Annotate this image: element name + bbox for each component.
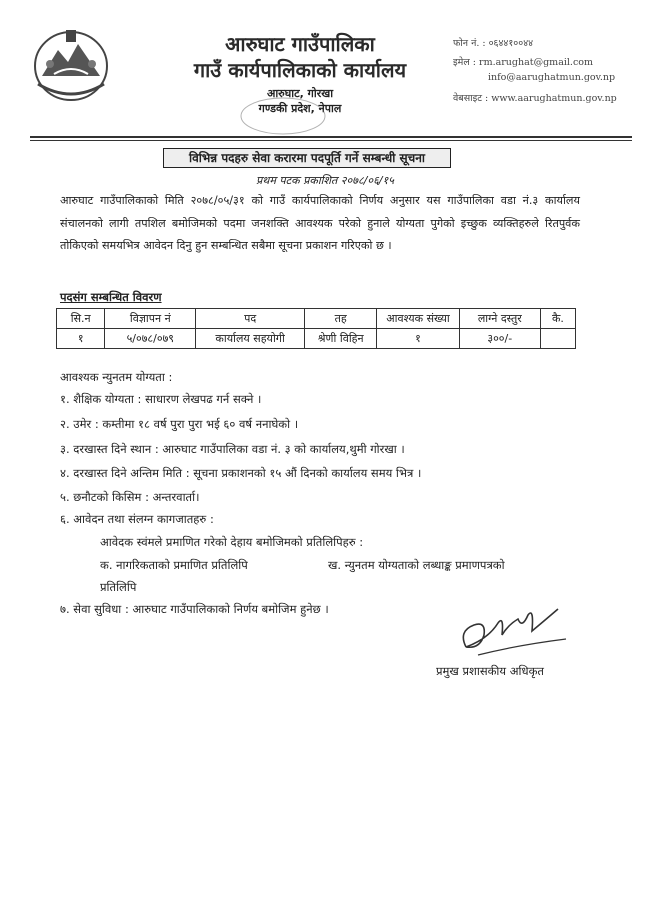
table-cell: ५/०७८/०७९	[105, 329, 196, 349]
documents-intro: आवेदक स्वंमले प्रमाणित गरेको देहाय बमोजिमको प्रतिलिपिहरु :	[100, 535, 364, 549]
email-secondary-text: info@aarughatmun.gov.np	[488, 72, 616, 83]
qualification-item: ४. दरखास्त दिने अन्तिम मिति : सूचना प्रकाशनको १५ औं दिनको कार्यालय समय भित्र ।	[60, 466, 422, 480]
phone-text: फोन नं. : ०६४४१००४४	[453, 38, 534, 49]
document-item-a: क. नागरिकताको प्रमाणित प्रतिलिपि	[100, 558, 248, 572]
website-text: वेबसाइट : www.aarughatmun.gov.np	[453, 93, 617, 104]
document-item-b-continued: प्रतिलिपि	[100, 580, 137, 594]
email-text: इमेल : rm.arughat@gmail.com	[453, 57, 593, 68]
table-cell: कार्यालय सहयोगी	[196, 329, 305, 349]
qualification-item: ३. दरखास्त दिने स्थान : आरुघाट गाउँपालिका वडा नं. ३ को कार्यालय,थुमी गोरखा ।	[60, 442, 405, 456]
qualification-item: ६. आवेदन तथा संलग्न कागजातहरु :	[60, 512, 214, 526]
first-published-date: प्रथम पटक प्रकाशित २०७८/०६/१५	[256, 174, 394, 187]
table-header-row	[57, 309, 576, 329]
table-cell: ३००/-	[459, 329, 540, 349]
posts-section-heading: पदसंग सम्बन्धित विवरण	[60, 290, 162, 304]
address-line1: आरुघाट, गोरखा	[266, 87, 334, 100]
office-stamp-icon	[238, 96, 328, 136]
column-header: सि.न	[57, 309, 105, 329]
header-divider-thin	[30, 140, 632, 141]
nepal-emblem-icon	[30, 24, 112, 104]
column-header: आवश्यक संख्या	[377, 309, 459, 329]
document-item-b: ख. न्युनतम योग्यताको लब्धाङ्क प्रमाणपत्रको	[328, 558, 505, 572]
table-cell: श्रेणी विहिन	[305, 329, 377, 349]
table-row	[57, 329, 576, 349]
qualification-item: २. उमेर : कम्तीमा १८ वर्ष पुरा पुरा भई ६० वर्ष ननाघेको ।	[60, 417, 299, 431]
address-line2: गण्डकी प्रदेश, नेपाल	[258, 102, 342, 115]
qualification-item: १. शैक्षिक योग्यता : साधारण लेखपढ गर्न सक्ने ।	[60, 392, 262, 406]
qualification-item: ५. छनौटको किसिम : अन्तरवार्ता।	[60, 490, 200, 504]
qualification-title: आवश्यक न्युनतम योग्यता :	[60, 370, 173, 384]
header-divider	[30, 136, 632, 138]
posts-table	[56, 308, 576, 349]
service-benefit-item: ७. सेवा सुविधा : आरुघाट गाउँपालिकाको निर्णय बमोजिम हुनेछ ।	[60, 602, 329, 616]
table-cell: १	[57, 329, 105, 349]
column-header: विज्ञापन नं	[105, 309, 196, 329]
column-header: लाग्ने दस्तुर	[459, 309, 540, 329]
table-cell: १	[377, 329, 459, 349]
column-header: पद	[196, 309, 305, 329]
office-name-line1: आरुघाट गाउँपालिका	[225, 32, 375, 56]
column-header: तह	[305, 309, 377, 329]
column-header: कै.	[540, 309, 575, 329]
signatory-designation: प्रमुख प्रशासकीय अधिकृत	[436, 664, 544, 678]
signature-icon	[448, 595, 578, 665]
office-name-line2: गाउँ कार्यपालिकाको कार्यालय	[193, 58, 407, 82]
notice-title: विभिन्न पदहरु सेवा करारमा पदपूर्ति गर्ने सम्बन्धी सूचना	[163, 148, 451, 168]
notice-paragraph: आरुघाट गाउँपालिकाको मिति २०७८/०५/३१ को गाउँ कार्यपालिकाको निर्णय अनुसार यस गाउँपालिका वडा नं.३ कार्यालय संचालनको लागी तपशिल बमोजिमको पदमा जनशक्ति आवश्यक परेको हुनाले योग्यता पुगेको इच्छुक व्यक्तिहरुले रितपुर्वक तोकिएको समयभित्र आवेदन दिनु हुन सम्बन्धित सबैमा सूचना प्रकाशन गरिएको छ ।	[60, 194, 580, 252]
table-cell	[540, 329, 575, 349]
